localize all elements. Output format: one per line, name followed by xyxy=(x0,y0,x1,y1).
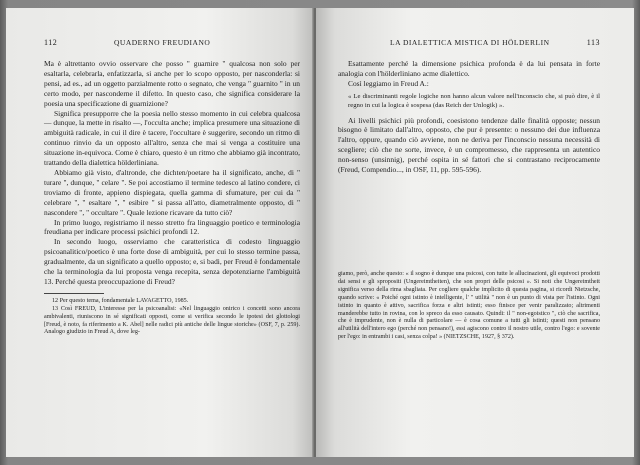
footnote: 12 Per questo tema, fondamentale LAVAGETTO, 1985. xyxy=(52,297,189,304)
left-page-number: 112 xyxy=(44,38,58,47)
footnote-rule xyxy=(44,293,104,294)
right-page-header xyxy=(338,38,600,50)
right-running-head: LA DIALETTICA MISTICA DI HÖLDERLIN xyxy=(390,38,550,47)
block-quote: « Le discriminanti regole logiche non hanno alcun valore nell'inconscio che, si può dire, è il regno in cui la logica è sospesa (das Reich der Unlogik) ». xyxy=(348,92,600,109)
right-page-number: 113 xyxy=(586,38,600,47)
left-footnotes xyxy=(44,293,300,338)
right-page xyxy=(316,8,634,457)
right-footnotes xyxy=(338,271,600,342)
left-page-header xyxy=(44,38,300,50)
paragraph: Così leggiamo in Freud A.: xyxy=(348,78,429,88)
left-running-head: QUADERNO FREUDIANO xyxy=(114,38,211,47)
paragraph: Esattamente perché la dimensione psichica profonda è da lui pensata in forte analogia con l'hölderliniano acme dialettico. xyxy=(338,59,600,78)
paragraph: Significa presupporre che la poesia nello stesso momento in cui celebra qualcosa — dunque, la mette in risalto —, l'occulta anche; implica presumere una situazione di ambiguità radicale, in cui il dire è tacere, l'occultare è suggerire, secondo un ritmo di continuo rinvio da un opposto all'altro, senza che mai si venga a costituire una situazione in-equivoca. Come è chiaro, questo è un ritmo che abbiamo già incontrato, trattando della dialettica hölderliniana. xyxy=(44,108,300,168)
left-page xyxy=(6,8,314,457)
footnote-continuation: giamo, però, anche questo: « il sogno è dunque una psicosi, con tutte le allucinazioni, gli equivoci prodotti dai sensi e gli spropositi (Ungereimtheiten), che son propri delle psicosi ». Si noti che Ungereimtheit significa verso della rima sbagliata. Per cogliere qualche implicito di questa pagina, si ricordi Nietzsche, quando scrive: « Poiché ogni istinto è intelligente, l' " utilità " non è un punto di vista per l'istinto. Ogni istinto in quanto è attivo, sacrifica forza e altri istinti; esso finisce per venir paralizzato; altrimenti manderebbe tutto in rovina, con lo spreco da esso causato. Quindi: il " non-egoistico ", ciò che sacrifica, che è imprudente, non è nulla di particolare — è cosa comune a tutti gli istinti; questi non pensano all'utilità dell'intero ego (perché non pensano!), essi agiscono contro il nostro utile, contro l'ego: e sovente per l'ego: in entrambi i casi, senza colpa! » (NIETZSCHE, 1927, § 372). xyxy=(338,270,600,341)
paragraph: Ai livelli psichici più profondi, coesistono tendenze dalle finalità opposte; nessun bisogno è limitato dall'altro, opposto, che pur è presente: o nessuno dei due influenza l'altro, oppure, quando ciò avviene, non ne deriva per l'inconscio nessuna necessità di scegliere; ciò che ne sorte, invece, è un compromesso, che rappresenta un autentico non-senso (unsinnig), perché ospita in sé fattori che si contrastano reciprocamente (Freud, Compendio..., in OSF, 11, pp. 595-596). xyxy=(338,115,600,175)
left-page-body xyxy=(44,59,300,287)
paragraph: In primo luogo, registriamo il nesso stretto fra linguaggio poetico e terminologia freudiana per indicare processi psichici profondi 12. xyxy=(44,217,300,237)
paragraph: In secondo luogo, osserviamo che caratteristica di codesto linguaggio psicoanalitico/poetico è una forte dose di ambiguità, per cui lo stesso termine passa, gradualmente, da un significato a quello opposto; e, si badi, per Freud è fondamentale che la terminologia da lui proposta venga recepita, senza depotenziarne l'ambiguità 13. Perché questa preoccupazione di Freud? xyxy=(44,237,300,286)
right-page-body xyxy=(338,59,600,175)
paragraph: Abbiamo già visto, d'altronde, che dichten/poetare ha il significato, anche, di " turare ", dunque, " celare ". Se poi accostiamo il termine tedesco al latino condere, ci troviamo di fronte, appieno dispiegata, quella gamma di sfumature, per cui da " celebrare ", " esaltare ", " esibire " si passa all'atto, diametralmente opposto, di " nascondere ", " occultare ". Quale lezione ricavare da tutto ciò? xyxy=(44,167,300,217)
footnote: 13 Così FREUD, L'interesse per la psicoanalisi: «Nel linguaggio onirico i concetti sono ancora ambivalenti, riuniscono in sé significati opposti, come si verifica secondo le ipotesi dei glottologi [Freud, è noto, fa riferimento a K. Abel] nelle radici più antiche delle lingue storiche» (OSF, 7, p. 259). Analogo giudizio in Freud A, dove leg- xyxy=(44,305,300,336)
paragraph: Ma è altrettanto ovvio osservare che posso " guarnire " qualcosa non solo per esaltarla, celebrarla, enfatizzarla, si anche per lo scopo opposto, per nasconderla: si pensi, ad es., ad un oggetto parzialmente rotto o segnato, che venga " guarnito " in un certo modo, per nasconderne il difetto. In questo caso, che significa considerare la poesia una specificazione di guarnizione? xyxy=(44,59,300,108)
